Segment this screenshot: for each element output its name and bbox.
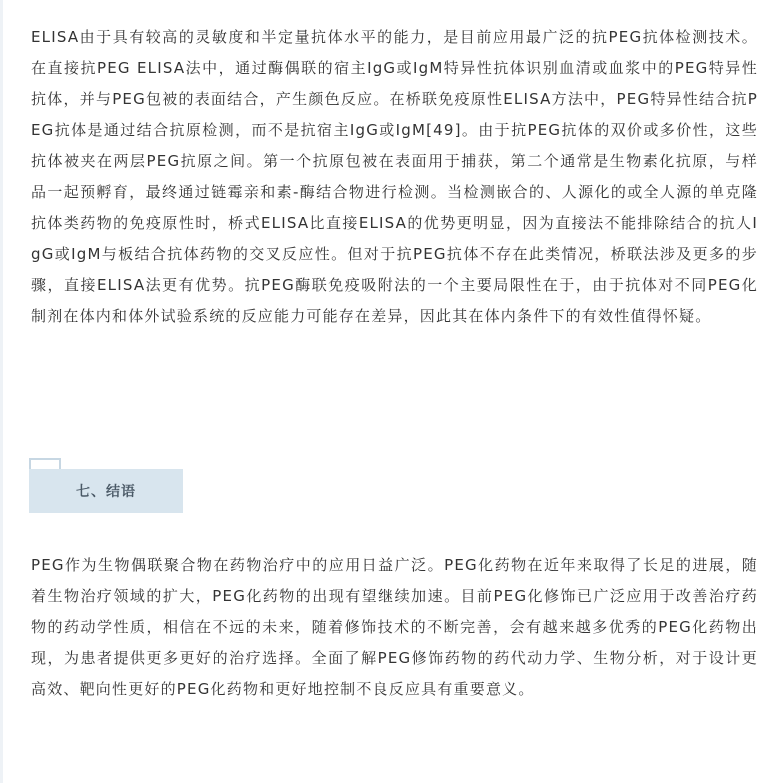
section-heading-label: 七、结语 [76,484,136,500]
conclusion-body [31,550,758,705]
article-body [31,22,758,332]
paragraph-conclusion: PEG作为生物偶联聚合物在药物治疗中的应用日益广泛。PEG化药物在近年来取得了长足的进展，随着生物治疗领域的扩大，PEG化药物的出现有望继续加速。目前PEG化修饰已广泛应用于改善治疗药物的药动学性质，相信在不远的未来，随着修饰技术的不断完善，会有越来越多优秀的PEG化药物出现，为患者提供更多更好的治疗选择。全面了解PEG修饰药物的药代动力学、生物分析，对于设计更高效、靶向性更好的PEG化药物和更好地控制不良反应具有重要意义。 [31,556,758,698]
paragraph-elisa: ELISA由于具有较高的灵敏度和半定量抗体水平的能力，是目前应用最广泛的抗PEG抗体检测技术。在直接抗PEG ELISA法中，通过酶偶联的宿主IgG或IgM特异性抗体识别血清或血浆中的PEG特异性抗体，并与PEG包被的表面结合，产生颜色反应。在桥联免疫原性ELISA方法中，PEG特异性结合抗PEG抗体是通过结合抗原检测，而不是抗宿主IgG或IgM[49]。由于抗PEG抗体的双价或多价性，这些抗体被夹在两层PEG抗原之间。第一个抗原包被在表面用于捕获，第二个通常是生物素化抗原，与样品一起预孵育，最终通过链霉亲和素-酶结合物进行检测。当检测嵌合的、人源化的或全人源的单克隆抗体类药物的免疫原性时，桥式ELISA比直接ELISA的优势更明显，因为直接法不能排除结合的抗人IgG或IgM与板结合抗体药物的交叉反应性。但对于抗PEG抗体不存在此类情况，桥联法涉及更多的步骤，直接ELISA法更有优势。抗PEG酶联免疫吸附法的一个主要局限性在于，由于抗体对不同PEG化制剂在体内和体外试验系统的反应能力可能存在差异，因此其在体内条件下的有效性值得怀疑。 [31,28,758,325]
heading-box [29,469,183,513]
section-heading-conclusion [29,458,183,514]
page-left-edge [0,0,3,783]
